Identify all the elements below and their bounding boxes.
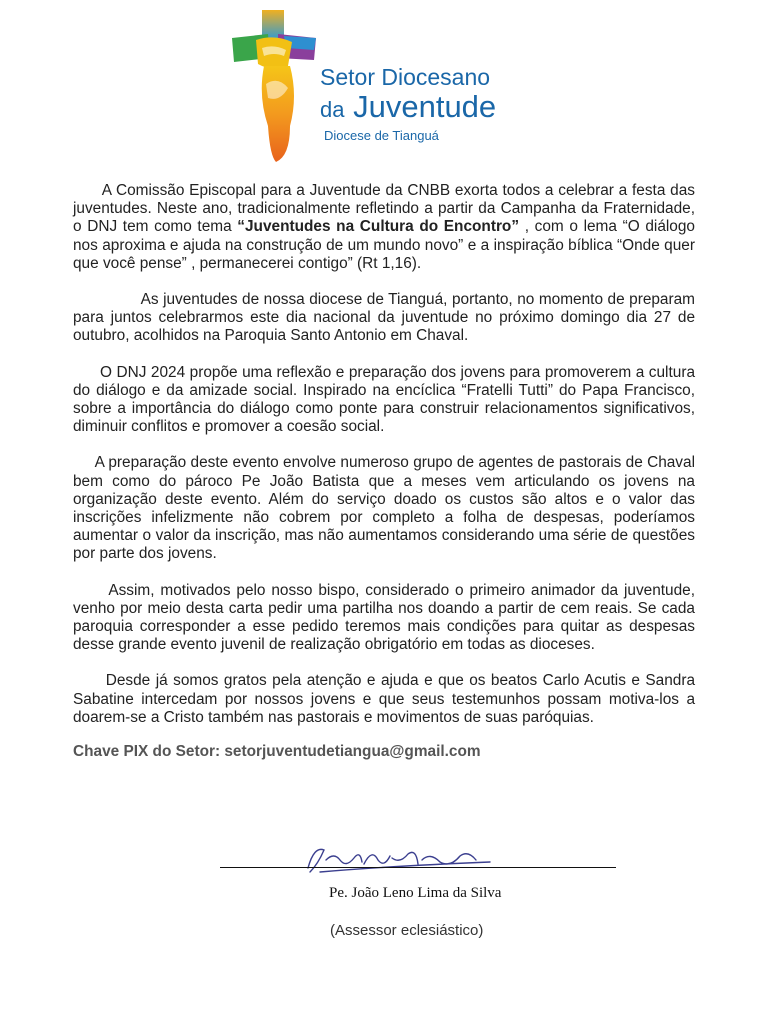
paragraph-4: A preparação deste evento envolve numeroso grupo de agentes de pastorais de Chaval bem como do pároco Pe João Batista que a meses vem articulando os jovens na organização deste evento. Além do serviço doado os custos são altos e o valor das inscrições infelizmente não cobrem por completo a folha de despesas, poderíamos aumentar o valor da inscrição, mas não aumentamos considerando uma série de questões por parte dos jovens.	[73, 454, 695, 563]
paragraph-3: O DNJ 2024 propõe uma reflexão e preparação dos jovens para promoverem a cultura do diálogo e da amizade social. Inspirado na encíclica “Fratelli Tutti” do Papa Francisco, sobre a importância do diálogo como ponte para construir relacionamentos significativos, diminuir conflitos e promover a coesão social.	[73, 363, 695, 436]
diocese-logo	[228, 6, 528, 164]
paragraph-6: Desde já somos gratos pela atenção e ajuda e que os beatos Carlo Acutis e Sandra Sabatine intercedam por nossos jovens e que seus testemunhos possam motiva-los a doarem-se a Cristo também nas pastorais e movimentos de suas paróquias.	[73, 672, 696, 726]
signer-role: (Assessor eclesiástico)	[330, 922, 484, 939]
paragraph-1-intro: A Comissão Episcopal para a Juventude da CNBB exorta todos a celebrar a festa das juventudes. Neste ano, tradicionalmente refletindo a partir da Campanha da Fraternidade, o DNJ tem como tema	[73, 182, 695, 236]
logo-title-main: Juventude	[353, 89, 497, 124]
logo-title-line2	[320, 90, 496, 127]
pix-key: Chave PIX do Setor: setorjuventudetiangua@gmail.com	[73, 743, 481, 761]
paragraph-1-rest: , com o lema “O diálogo nos aproxima e ajuda na construção de um mundo novo” e a inspiração bíblica “Onde quer que você pense” , permanecerei contigo” (Rt 1,16).	[73, 218, 695, 272]
cross-hands-logo-icon	[228, 6, 328, 164]
handwritten-signature	[300, 838, 500, 878]
logo-title-prefix: da	[320, 97, 345, 122]
theme-text: “Juventudes na Cultura do Encontro”	[237, 218, 520, 236]
logo-title-line1: Setor Diocesano	[320, 64, 491, 90]
letter-body	[73, 182, 695, 779]
logo-subtitle: Diocese de Tianguá	[324, 128, 439, 143]
paragraph-2: As juventudes de nossa diocese de Tianguá, portanto, no momento de preparam para juntos celebrarmos este dia nacional da juventude no próximo domingo dia 27 de outubro, acolhidos na Paroquia Santo Antonio em Chaval.	[73, 291, 696, 345]
logo-wordmark	[320, 64, 496, 145]
signer-name: Pe. João Leno Lima da Silva	[329, 885, 502, 901]
paragraph-1	[73, 182, 695, 273]
signature-line	[220, 867, 616, 868]
paragraph-5: Assim, motivados pelo nosso bispo, considerado o primeiro animador da juventude, venho por meio desta carta pedir uma partilha nos doando a partir de cem reais. Se cada paroquia corresponder a esse pedido teremos mais condições para quitar as despesas desse grande evento juvenil de realização obrigatório em todas as dioceses.	[73, 581, 696, 654]
